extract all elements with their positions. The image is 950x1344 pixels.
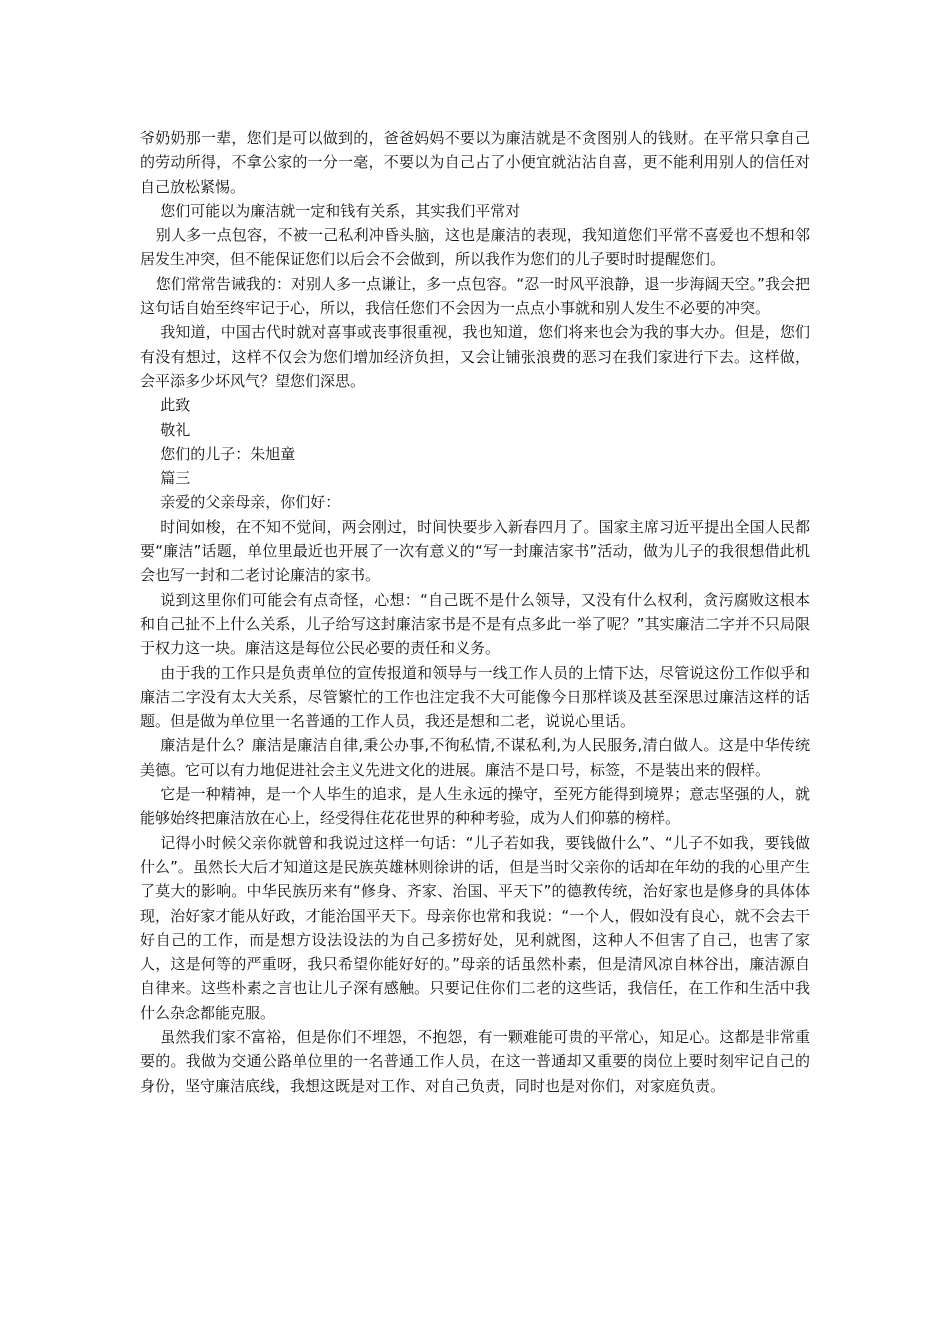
paragraph-extravagance: 我知道，中国古代时就对喜事或丧事很重视，我也知道，您们将来也会为我的事大办。但是，您们有没有想过，这样不仅会为您们增加经济负担，又会让铺张浪费的恶习在我们家进行下去。这样做，会平添多少坏风气？望您们深思。 xyxy=(140,323,810,390)
paragraph-work: 由于我的工作只是负责单位的宣传报道和领导与一线工作人员的上情下达，尽管说这份工作似乎和廉洁二字没有太大关系，尽管繁忙的工作也注定我不大可能像今日那样谈及甚至深思过廉洁这样的话题。但是做为单位里一名普通的工作人员，我还是想和二老，说说心里话。 xyxy=(140,663,810,731)
paragraph-spirit: 它是一种精神，是一个人毕生的追求，是人生永远的操守，至死方能得到境界；意志坚强的人，就能够始终把廉洁放在心上，经受得住花花世界的种种考验，成为人们仰慕的榜样。 xyxy=(140,785,810,828)
letter-greeting: 亲爱的父亲母亲，你们好： xyxy=(160,493,341,512)
paragraph-definition: 廉洁是什么？廉洁是廉洁自律,秉公办事,不徇私情,不谋私利,为人民服务,清白做人。这是中华传统美德。它可以有力地促进社会主义先进文化的进展。廉洁不是口号，标签，不是装出来的假样。 xyxy=(140,736,810,779)
signature: 您们的儿子：朱旭童 xyxy=(160,444,296,463)
paragraph-memories: 记得小时候父亲你就曾和我说过这样一句话：“儿子若如我，要钱做什么”、“儿子不如我，要钱做什么”。虽然长大后才知道这是民族英雄林则徐讲的话，但是当时父亲你的话却在年幼的我的心里产生了莫大的影响。中华民族历来有“修身、齐家、治国、平天下”的德教传统，治好家也是修身的具体体现，治好家才能从好政，才能治国平天下。母亲你也常和我说：“一个人，假如没有良心，就不会去干好自己的工作，而是想方设法设法的为自己多捞好处，见利就图，这种人不但害了自己，也害了家人，这是何等的严重呀，我只希望你能好好的。”母亲的话虽然朴素，但是清风凉自林谷出，廉洁源自自律来。这些朴素之言也让儿子深有感触。只要记住你们二老的这些话，我信任，在工作和生活中我什么杂念都能克服。 xyxy=(140,833,810,1022)
paragraph-continued-opening: 爷奶奶那一辈，您们是可以做到的，爸爸妈妈不要以为廉洁就是不贪图别人的钱财。在平常只拿自己的劳动所得，不拿公家的一分一毫，不要以为自己占了小便宜就沾沾自喜，更不能利用别人的信任对自己放松紧惕。 xyxy=(140,129,810,196)
paragraph-money-relation: 您们可能以为廉洁就一定和钱有关系，其实我们平常对 xyxy=(160,201,521,220)
paragraph-surprise: 说到这里你们可能会有点奇怪，心想：“自己既不是什么领导，又没有什么权利，贪污腐败这根本和自己扯不上什么关系，儿子给写这封廉洁家书是不是有点多此一举了呢？”其实廉洁二字并不只局限于权力这一块。廉洁这是每位公民必要的责任和义务。 xyxy=(140,590,810,658)
section-heading: 篇三 xyxy=(160,469,191,488)
paragraph-advice: 您们常常告诫我的：对别人多一点谦让，多一点包容。“忍一时风平浪静，退一步海阔天空。”我会把这句话自始至终牢记于心，所以，我信任您们不会因为一点点小事就和别人发生不必要的冲突。 xyxy=(140,274,810,318)
paragraph-intro: 时间如梭，在不知不觉间，两会刚过，时间快要步入新春四月了。国家主席习近平提出全国人民都要“廉洁”话题，单位里最近也开展了一次有意义的“写一封廉洁家书”活动，做为儿子的我很想借此机会也写一封和二老讨论廉洁的家书。 xyxy=(140,517,810,585)
paragraph-tolerance: 别人多一点包容，不被一己私利冲昏头脑，这也是廉洁的表现，我知道您们平常不喜爱也不想和邻居发生冲突，但不能保证您们以后会不会做到，所以我作为您们的儿子要时时提醒您们。 xyxy=(140,226,810,269)
paragraph-conclusion: 虽然我们家不富裕，但是你们不埋怨，不抱怨，有一颗难能可贵的平常心，知足心。这都是非常重要的。我做为交通公路单位里的一名普通工作人员，在这一普通却又重要的岗位上要时刻牢记自己的身份，坚守廉洁底线，我想这既是对工作、对自己负责，同时也是对你们，对家庭负责。 xyxy=(140,1027,810,1095)
closing-regards: 敬礼 xyxy=(160,420,191,439)
letter-page xyxy=(140,126,810,1098)
closing-salutation: 此致 xyxy=(160,396,191,415)
